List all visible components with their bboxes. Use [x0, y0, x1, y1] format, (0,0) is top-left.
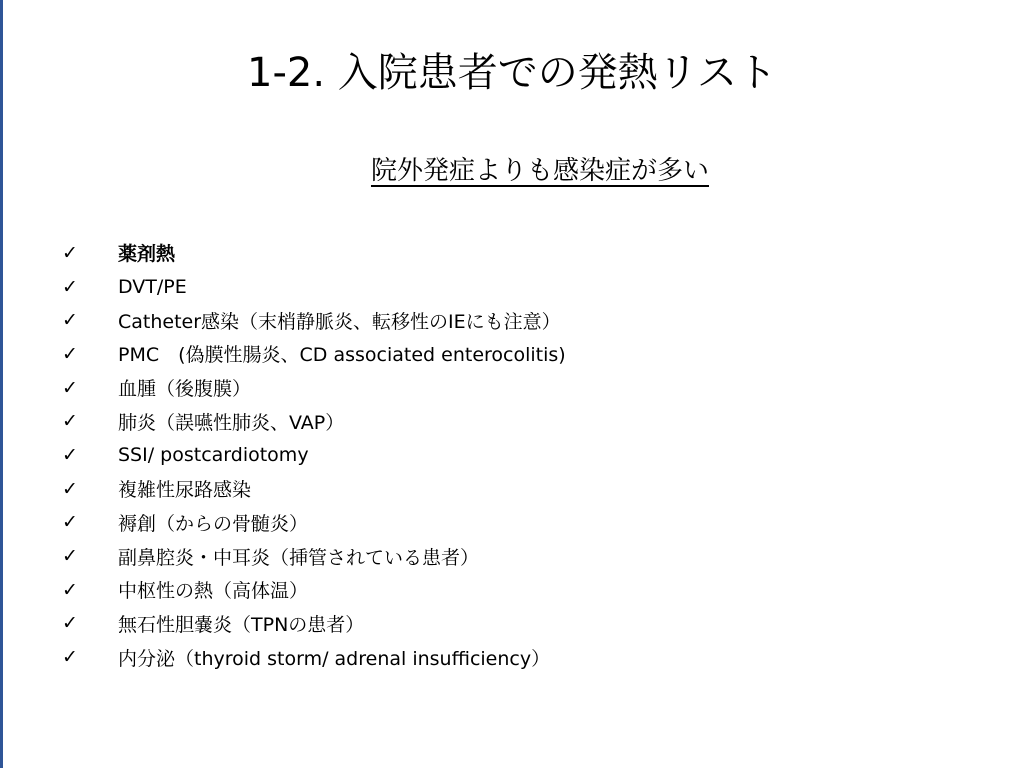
slide-left-border [0, 0, 3, 768]
list-item-text: 中枢性の熱（高体温） [118, 580, 309, 603]
list-item [62, 573, 566, 607]
list-item-text: 内分泌（thyroid storm/ adrenal insufficiency） [118, 647, 551, 670]
list-item-text: 血腫（後腹膜） [118, 378, 252, 401]
checkmark-icon: ✓ [62, 309, 78, 332]
slide-subtitle: 院外発症よりも感染症が多い [370, 156, 709, 186]
list-item-text: 肺炎（誤嚥性肺炎、VAP） [118, 411, 345, 434]
list-item-text: 褥創（からの骨髄炎） [118, 512, 309, 535]
checkmark-icon: ✓ [62, 545, 78, 568]
list-item [62, 270, 566, 304]
checkmark-icon: ✓ [62, 443, 78, 466]
checkmark-icon: ✓ [62, 646, 78, 669]
list-item [62, 472, 566, 506]
list-item-text: 副鼻腔炎・中耳炎（挿管されている患者） [118, 546, 480, 569]
list-item [62, 371, 566, 405]
list-item-text: DVT/PE [118, 275, 187, 298]
checkmark-icon: ✓ [62, 612, 78, 635]
list-item-text: 薬剤熱 [118, 243, 176, 266]
checkmark-icon: ✓ [62, 241, 78, 264]
list-item [62, 236, 566, 270]
checkmark-icon: ✓ [62, 511, 78, 534]
checkmark-icon: ✓ [62, 410, 78, 433]
list-item [62, 438, 566, 472]
checkmark-icon: ✓ [62, 275, 78, 298]
list-item-text: 複雑性尿路感染 [118, 479, 252, 502]
list-item [62, 506, 566, 540]
list-item [62, 607, 566, 641]
slide-title: 1-2. 入院患者での発熱リスト [247, 50, 777, 96]
list-item [62, 539, 566, 573]
list-item-text: Catheter感染（末梢静脈炎、転移性のIEにも注意） [118, 310, 561, 333]
checkmark-icon: ✓ [62, 342, 78, 365]
checkmark-icon: ✓ [62, 477, 78, 500]
fever-cause-list [62, 236, 566, 674]
list-item [62, 640, 566, 674]
list-item [62, 303, 566, 337]
list-item [62, 337, 566, 371]
list-item-text: 無石性胆嚢炎（TPNの患者） [118, 613, 365, 636]
checkmark-icon: ✓ [62, 376, 78, 399]
list-item [62, 404, 566, 438]
list-item-text: SSI/ postcardiotomy [118, 443, 309, 466]
checkmark-icon: ✓ [62, 578, 78, 601]
list-item-text: PMC (偽膜性腸炎、CD associated enterocolitis) [118, 344, 566, 367]
